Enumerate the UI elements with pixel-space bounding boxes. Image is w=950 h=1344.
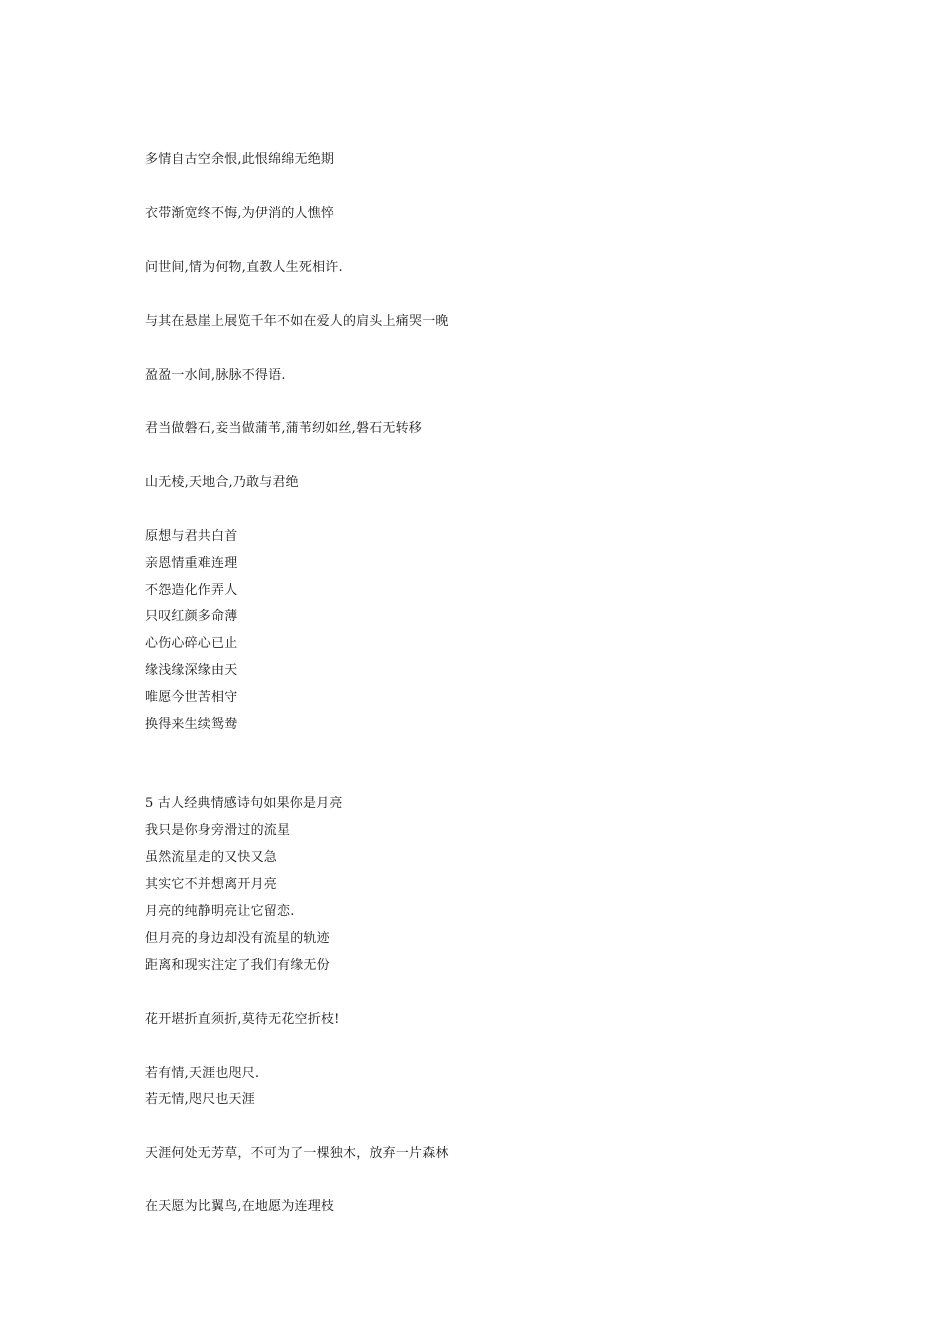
poem-line: 原想与君共白首 bbox=[145, 529, 238, 544]
poem-line: 多情自古空余恨,此恨绵绵无绝期 bbox=[145, 152, 335, 167]
poem-line: 距离和现实注定了我们有缘无份 bbox=[145, 958, 330, 973]
poem-line: 问世间,情为何物,直教人生死相许. bbox=[145, 260, 343, 275]
poem-line: 其实它不并想离开月亮 bbox=[145, 877, 278, 892]
poem-line: 心伤心碎心已止 bbox=[145, 636, 238, 651]
poem-line: 换得来生续鸳鸯 bbox=[145, 717, 238, 732]
poem-line: 但月亮的身边却没有流星的轨迹 bbox=[145, 931, 330, 946]
poem-line: 盈盈一水间,脉脉不得语. bbox=[145, 368, 286, 383]
poem-line: 虽然流星走的又快又急 bbox=[145, 850, 278, 865]
poem-line: 不怨造化作弄人 bbox=[145, 583, 238, 598]
poem-line: 只叹红颜多命薄 bbox=[145, 609, 238, 624]
section-heading: 5 古人经典情感诗句如果你是月亮 bbox=[145, 796, 343, 811]
poem-line: 我只是你身旁滑过的流星 bbox=[145, 823, 291, 838]
poem-line: 唯愿今世苦相守 bbox=[145, 690, 238, 705]
poem-line: 若无情,咫尺也天涯 bbox=[145, 1092, 255, 1107]
poem-line: 山无棱,天地合,乃敢与君绝 bbox=[145, 475, 299, 490]
poem-line: 衣带渐宽终不悔,为伊消的人憔悴 bbox=[145, 206, 335, 221]
poem-line: 在天愿为比翼鸟,在地愿为连理枝 bbox=[145, 1199, 335, 1214]
poem-line: 缘浅缘深缘由天 bbox=[145, 663, 238, 678]
poem-line: 与其在悬崖上展览千年不如在爱人的肩头上痛哭一晚 bbox=[145, 314, 449, 329]
poem-line: 亲恩情重难连理 bbox=[145, 556, 238, 571]
poem-line: 若有情,天涯也咫尺. bbox=[145, 1066, 260, 1081]
poem-line: 天涯何处无芳草，不可为了一棵独木，放弃一片森林 bbox=[145, 1146, 449, 1161]
poem-line: 花开堪折直须折,莫待无花空折枝! bbox=[145, 1012, 340, 1027]
poem-line: 君当做磐石,妾当做蒲苇,蒲苇纫如丝,磐石无转移 bbox=[145, 421, 422, 436]
poem-line: 月亮的纯静明亮让它留恋. bbox=[145, 904, 295, 919]
